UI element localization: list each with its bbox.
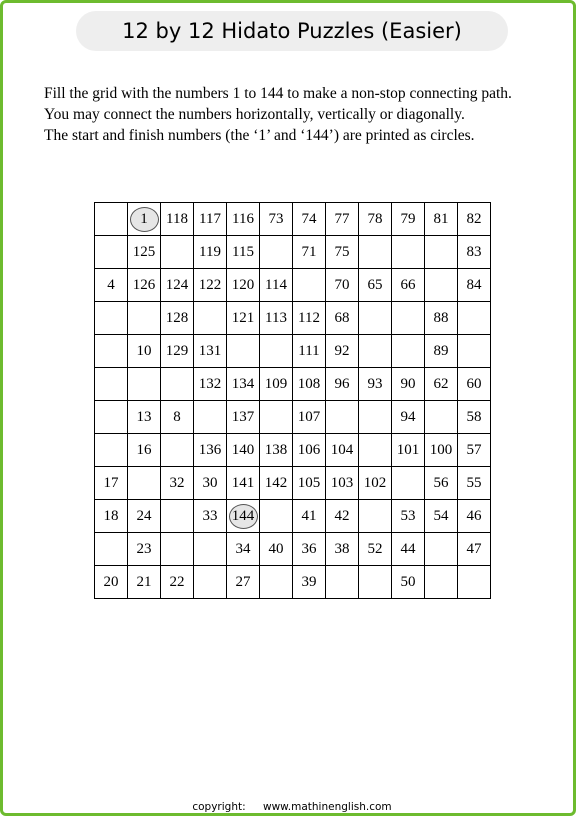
grid-cell: 73 bbox=[260, 203, 293, 236]
grid-cell: 58 bbox=[458, 401, 491, 434]
grid-cell: 104 bbox=[326, 434, 359, 467]
grid-cell: 126 bbox=[128, 269, 161, 302]
grid-cell: 142 bbox=[260, 467, 293, 500]
grid-cell-empty[interactable] bbox=[161, 368, 194, 401]
instruction-line: You may connect the numbers horizontally, vertically or diagonally. bbox=[44, 106, 465, 123]
grid-cell-empty[interactable] bbox=[95, 368, 128, 401]
grid-cell: 121 bbox=[227, 302, 260, 335]
grid-cell: 27 bbox=[227, 566, 260, 599]
grid-cell: 70 bbox=[326, 269, 359, 302]
grid-cell: 50 bbox=[392, 566, 425, 599]
grid-cell-empty[interactable] bbox=[425, 269, 458, 302]
grid-cell: 54 bbox=[425, 500, 458, 533]
grid-cell: 124 bbox=[161, 269, 194, 302]
grid-cell: 74 bbox=[293, 203, 326, 236]
grid-cell: 92 bbox=[326, 335, 359, 368]
grid-row bbox=[95, 401, 491, 434]
grid-cell: 53 bbox=[392, 500, 425, 533]
grid-cell: 88 bbox=[425, 302, 458, 335]
grid-cell: 89 bbox=[425, 335, 458, 368]
grid-cell-empty[interactable] bbox=[425, 401, 458, 434]
grid-cell: 17 bbox=[95, 467, 128, 500]
grid-cell: 41 bbox=[293, 500, 326, 533]
grid-cell-empty[interactable] bbox=[359, 236, 392, 269]
page-title-text: 12 by 12 Hidato Puzzles (Easier) bbox=[122, 19, 462, 43]
grid-cell-empty[interactable] bbox=[95, 401, 128, 434]
grid-cell: 68 bbox=[326, 302, 359, 335]
grid-cell: 100 bbox=[425, 434, 458, 467]
grid-cell: 101 bbox=[392, 434, 425, 467]
grid-cell: 47 bbox=[458, 533, 491, 566]
grid-cell: 136 bbox=[194, 434, 227, 467]
grid-cell: 39 bbox=[293, 566, 326, 599]
grid-row bbox=[95, 302, 491, 335]
grid-cell: 134 bbox=[227, 368, 260, 401]
grid-cell-empty[interactable] bbox=[425, 566, 458, 599]
grid-cell: 81 bbox=[425, 203, 458, 236]
grid-cell: 107 bbox=[293, 401, 326, 434]
grid-cell: 32 bbox=[161, 467, 194, 500]
grid-cell: 78 bbox=[359, 203, 392, 236]
grid-cell-empty[interactable] bbox=[359, 500, 392, 533]
grid-cell: 75 bbox=[326, 236, 359, 269]
grid-row bbox=[95, 236, 491, 269]
grid-row bbox=[95, 500, 491, 533]
grid-cell: 84 bbox=[458, 269, 491, 302]
grid-cell: 115 bbox=[227, 236, 260, 269]
grid-cell-empty[interactable] bbox=[326, 566, 359, 599]
grid-cell-empty[interactable] bbox=[260, 401, 293, 434]
grid-cell-empty[interactable] bbox=[359, 401, 392, 434]
grid-cell-empty[interactable] bbox=[95, 533, 128, 566]
grid-row bbox=[95, 533, 491, 566]
grid-cell: 60 bbox=[458, 368, 491, 401]
instructions bbox=[44, 83, 512, 146]
grid-row bbox=[95, 203, 491, 236]
grid-cell: 90 bbox=[392, 368, 425, 401]
grid-cell bbox=[227, 500, 260, 533]
grid-cell-empty[interactable] bbox=[128, 467, 161, 500]
grid-cell-empty[interactable] bbox=[359, 335, 392, 368]
grid-cell: 113 bbox=[260, 302, 293, 335]
grid-cell-empty[interactable] bbox=[359, 434, 392, 467]
grid-row bbox=[95, 368, 491, 401]
grid-cell-empty[interactable] bbox=[260, 236, 293, 269]
grid-cell-empty[interactable] bbox=[260, 566, 293, 599]
grid-cell: 56 bbox=[425, 467, 458, 500]
grid-cell: 30 bbox=[194, 467, 227, 500]
grid-cell-empty[interactable] bbox=[392, 335, 425, 368]
grid-cell: 20 bbox=[95, 566, 128, 599]
grid-cell: 116 bbox=[227, 203, 260, 236]
grid-cell: 83 bbox=[458, 236, 491, 269]
grid-cell: 103 bbox=[326, 467, 359, 500]
grid-cell: 71 bbox=[293, 236, 326, 269]
grid-cell: 42 bbox=[326, 500, 359, 533]
grid-cell: 57 bbox=[458, 434, 491, 467]
grid-cell-empty[interactable] bbox=[260, 335, 293, 368]
grid-cell: 118 bbox=[161, 203, 194, 236]
grid-cell-empty[interactable] bbox=[161, 500, 194, 533]
grid-row bbox=[95, 467, 491, 500]
website-link[interactable]: www.mathinenglish.com bbox=[262, 801, 392, 813]
grid-cell-empty[interactable] bbox=[458, 566, 491, 599]
grid-cell: 138 bbox=[260, 434, 293, 467]
instruction-line: Fill the grid with the numbers 1 to 144 to make a non-stop connecting path. bbox=[44, 85, 512, 102]
grid-cell-empty[interactable] bbox=[128, 368, 161, 401]
grid-cell: 36 bbox=[293, 533, 326, 566]
grid-cell: 96 bbox=[326, 368, 359, 401]
grid-cell: 122 bbox=[194, 269, 227, 302]
grid-cell-empty[interactable] bbox=[95, 203, 128, 236]
grid-cell: 105 bbox=[293, 467, 326, 500]
grid-cell: 128 bbox=[161, 302, 194, 335]
grid-cell: 4 bbox=[95, 269, 128, 302]
grid-cell: 140 bbox=[227, 434, 260, 467]
grid-cell: 120 bbox=[227, 269, 260, 302]
copyright-label: copyright: bbox=[192, 801, 246, 813]
grid-cell: 34 bbox=[227, 533, 260, 566]
grid-cell-empty[interactable] bbox=[95, 335, 128, 368]
grid-cell: 117 bbox=[194, 203, 227, 236]
instruction-line: The start and finish numbers (the ‘1’ and ‘144’) are printed as circles. bbox=[44, 127, 475, 144]
grid-cell-empty[interactable] bbox=[161, 434, 194, 467]
grid-cell-empty[interactable] bbox=[194, 401, 227, 434]
grid-cell: 40 bbox=[260, 533, 293, 566]
grid-cell: 93 bbox=[359, 368, 392, 401]
grid-cell-empty[interactable] bbox=[458, 302, 491, 335]
grid-cell-empty[interactable] bbox=[392, 236, 425, 269]
grid-cell: 66 bbox=[392, 269, 425, 302]
grid-cell bbox=[128, 203, 161, 236]
grid-cell: 10 bbox=[128, 335, 161, 368]
grid-cell: 13 bbox=[128, 401, 161, 434]
grid-cell-empty[interactable] bbox=[227, 335, 260, 368]
grid-cell-empty[interactable] bbox=[194, 302, 227, 335]
grid-cell-empty[interactable] bbox=[392, 302, 425, 335]
grid-cell: 141 bbox=[227, 467, 260, 500]
grid-cell: 114 bbox=[260, 269, 293, 302]
grid-cell-empty[interactable] bbox=[326, 401, 359, 434]
grid-cell-empty[interactable] bbox=[293, 269, 326, 302]
grid-cell: 131 bbox=[194, 335, 227, 368]
grid-row bbox=[95, 335, 491, 368]
grid-cell-empty[interactable] bbox=[161, 236, 194, 269]
grid-cell: 137 bbox=[227, 401, 260, 434]
grid-cell: 62 bbox=[425, 368, 458, 401]
grid-cell: 44 bbox=[392, 533, 425, 566]
grid-cell: 129 bbox=[161, 335, 194, 368]
grid-cell-empty[interactable] bbox=[161, 533, 194, 566]
grid-cell: 65 bbox=[359, 269, 392, 302]
circled-number: 1 bbox=[130, 207, 159, 232]
grid-row bbox=[95, 269, 491, 302]
grid-cell-empty[interactable] bbox=[95, 434, 128, 467]
grid-cell: 23 bbox=[128, 533, 161, 566]
grid-cell-empty[interactable] bbox=[425, 236, 458, 269]
grid-cell: 106 bbox=[293, 434, 326, 467]
grid-cell-empty[interactable] bbox=[359, 302, 392, 335]
grid-row bbox=[95, 566, 491, 599]
grid-cell: 8 bbox=[161, 401, 194, 434]
grid-cell: 38 bbox=[326, 533, 359, 566]
grid-cell: 132 bbox=[194, 368, 227, 401]
grid-cell-empty[interactable] bbox=[128, 302, 161, 335]
grid-cell-empty[interactable] bbox=[194, 566, 227, 599]
hidato-grid bbox=[94, 202, 491, 599]
grid-cell-empty[interactable] bbox=[359, 566, 392, 599]
grid-cell: 16 bbox=[128, 434, 161, 467]
grid-cell: 46 bbox=[458, 500, 491, 533]
grid-cell: 55 bbox=[458, 467, 491, 500]
grid-cell-empty[interactable] bbox=[392, 467, 425, 500]
circled-number: 144 bbox=[229, 504, 258, 529]
grid-cell: 125 bbox=[128, 236, 161, 269]
grid-cell: 79 bbox=[392, 203, 425, 236]
grid-cell-empty[interactable] bbox=[95, 302, 128, 335]
grid-cell: 94 bbox=[392, 401, 425, 434]
grid-cell-empty[interactable] bbox=[194, 533, 227, 566]
grid-cell-empty[interactable] bbox=[95, 236, 128, 269]
grid-cell: 77 bbox=[326, 203, 359, 236]
page-title bbox=[76, 11, 508, 51]
grid-cell-empty[interactable] bbox=[425, 533, 458, 566]
grid-cell: 52 bbox=[359, 533, 392, 566]
grid-cell-empty[interactable] bbox=[260, 500, 293, 533]
grid-row bbox=[95, 434, 491, 467]
grid-cell: 82 bbox=[458, 203, 491, 236]
grid-cell: 33 bbox=[194, 500, 227, 533]
grid-cell: 119 bbox=[194, 236, 227, 269]
grid-cell: 21 bbox=[128, 566, 161, 599]
grid-cell: 18 bbox=[95, 500, 128, 533]
grid-cell: 102 bbox=[359, 467, 392, 500]
grid-cell: 111 bbox=[293, 335, 326, 368]
grid-cell: 22 bbox=[161, 566, 194, 599]
grid-cell-empty[interactable] bbox=[458, 335, 491, 368]
grid-cell: 112 bbox=[293, 302, 326, 335]
grid-cell: 24 bbox=[128, 500, 161, 533]
footer bbox=[3, 801, 578, 813]
grid-cell: 109 bbox=[260, 368, 293, 401]
grid-cell: 108 bbox=[293, 368, 326, 401]
